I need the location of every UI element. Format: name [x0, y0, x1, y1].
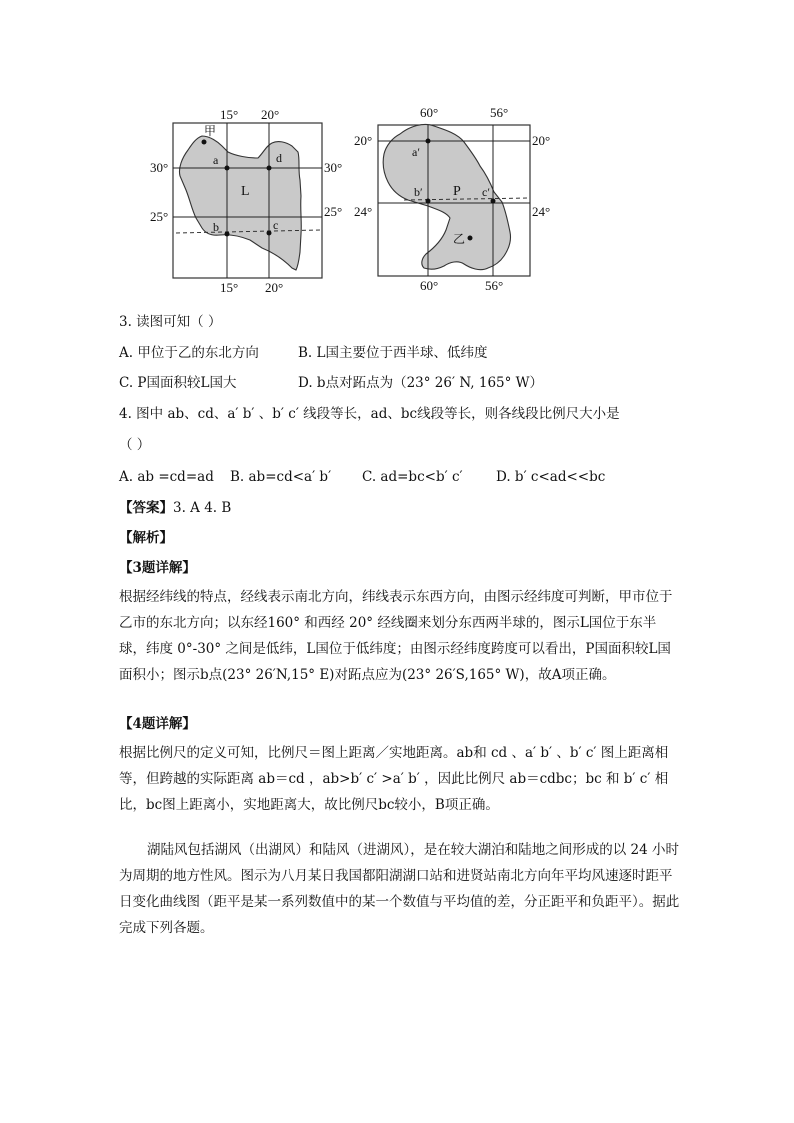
q4-detail-label: 【4题详解】	[119, 716, 196, 732]
q4-option-b: B. ab=cd<a′ b′	[230, 469, 332, 485]
q3-option-d: D. b点对跖点为（23° 26′ N, 165° W）	[298, 375, 544, 391]
lat-label-left-24: 24°	[354, 204, 373, 219]
point-c-prime-label: c′	[482, 185, 490, 199]
country-p-label: P	[453, 184, 461, 199]
lat-label-right-24: 24°	[532, 204, 551, 219]
point-b-prime-label: b′	[414, 185, 423, 199]
answer-line	[119, 498, 679, 518]
point-a	[225, 166, 230, 171]
q4-option-a: A. ab =cd=ad	[119, 469, 214, 485]
lon-label-top-20: 20°	[261, 107, 280, 122]
answer-text: 3. A 4. B	[173, 500, 232, 516]
lon-label-bottom-15: 15°	[220, 280, 239, 295]
lon-label-bottom-60: 60°	[420, 278, 439, 293]
q4-stem: 4. 图中 ab、cd、a′ b′ 、b′ c′ 线段等长，ad、bc线段等长，则各线段比例尺大小是	[119, 406, 620, 422]
q3-option-c: C. P国面积较L国大	[119, 375, 237, 391]
lat-label-right-30: 30°	[324, 160, 343, 175]
point-a-label: a	[213, 153, 219, 167]
point-d	[267, 166, 272, 171]
q4-detail-text: 根据比例尺的定义可知，比例尺＝图上距离／实地距离。ab和 cd 、a′ b′ 、b′ c′ 图上距离相等，但跨越的实际距离 ab＝cd ，ab>b′ c′ >a′ b′ ，因此比例尺 ab＝cdbc；bc 和 b′ c′ 相比，bc图上距离小，实地距离大，故比例尺bc较小，B项正确。	[119, 745, 669, 813]
point-jia-label: 甲	[204, 124, 217, 138]
lat-label-left-20: 20°	[354, 133, 373, 148]
analysis-label: 【解析】	[119, 530, 173, 546]
map-p-country	[352, 100, 570, 300]
country-l-label: L	[241, 184, 250, 199]
q4-option-c: C. ad=bc<b′ c′	[362, 469, 463, 485]
point-c	[267, 231, 272, 236]
intro-paragraph: 湖陆风包括湖风（出湖风）和陆风（进湖风），是在较大湖泊和陆地之间形成的以 24 小时为周期的地方性风。图示为八月某日我国都阳湖湖口站和进贤站南北方向年平均风速逐时距平日变化曲线图（距平是某一系列数值中的某一个数值与平均值的差，分正距平和负距平）。据此完成下列各题。	[119, 842, 680, 936]
point-a-prime-label: a′	[412, 145, 420, 159]
point-b	[225, 232, 230, 237]
point-a-prime	[426, 139, 431, 144]
lon-label-top-56: 56°	[490, 105, 509, 120]
point-jia	[202, 140, 207, 145]
lon-label-bottom-20: 20°	[265, 280, 284, 295]
answer-label: 【答案】	[119, 500, 173, 516]
lon-label-top-60: 60°	[420, 105, 439, 120]
q4-stem-cont: （ ）	[119, 437, 151, 453]
q3-option-b: B. L国主要位于西半球、低纬度	[298, 345, 488, 361]
maps-figure	[140, 100, 570, 300]
lat-label-right-25: 25°	[324, 204, 343, 219]
q3-detail-text: 根据经纬线的特点，经线表示南北方向，纬线表示东西方向，由图示经纬度可判断，甲市位于乙市的东北方向；以东经160° 和西经 20° 经线圈来划分东西两半球的，图示L国位于东半球，纬度 0°-30° 之间是低纬，L国位于低纬度；由图示经纬度跨度可以看出，P国面积较L国面积小；图示b点(23° 26′N,15° E)对跖点应为(23° 26′S,165° W)，故A项正确。	[119, 589, 673, 683]
point-d-label: d	[276, 151, 282, 165]
lat-label-left-30: 30°	[150, 160, 169, 175]
q3-option-a: A. 甲位于乙的东北方向	[119, 345, 259, 361]
point-c-prime	[491, 199, 496, 204]
point-b-prime	[426, 199, 431, 204]
q4-option-d: D. b′ c<ad<<bc	[496, 469, 606, 485]
lon-label-top-15: 15°	[220, 107, 239, 122]
map-l-country	[140, 100, 350, 300]
point-yi-label: 乙	[453, 232, 466, 246]
point-yi	[468, 236, 473, 241]
point-b-label: b	[213, 220, 219, 234]
lon-label-bottom-56: 56°	[485, 278, 504, 293]
q3-stem: 3. 读图可知（ ）	[119, 314, 222, 330]
point-c-label: c	[273, 218, 279, 232]
lat-label-left-25: 25°	[150, 209, 169, 224]
lat-label-right-20: 20°	[532, 133, 551, 148]
q3-detail-label: 【3题详解】	[119, 560, 196, 576]
